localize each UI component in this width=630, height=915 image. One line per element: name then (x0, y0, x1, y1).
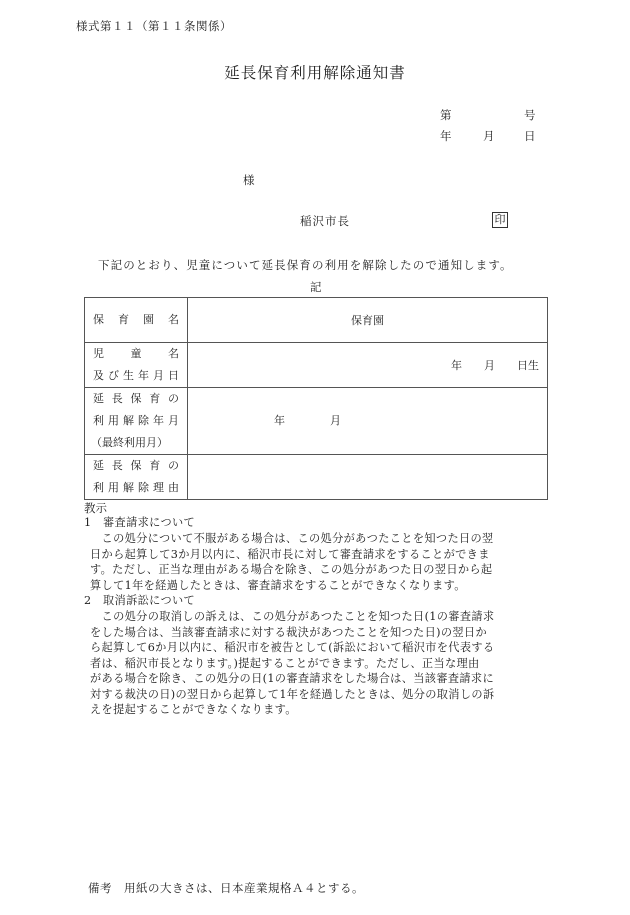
text-line: 者は、稲沢市長となります。)提起することができます。ただし、正当な理由 (90, 656, 480, 670)
label-cancel-month: 延長保育の 利用解除年月 （最終利用月） (85, 388, 188, 455)
date-year: 年 (440, 129, 452, 143)
text-line: 対する裁決の日)の翌日から起算して1年を経過したときは、処分の取消しの訴 (90, 687, 495, 701)
section-1-text (90, 531, 494, 593)
text-line: がある場合を除き、この処分の日(1の審査請求をした場合は、当該審査請求に (90, 672, 495, 685)
birth-date-field: 年 月 日生 (188, 343, 548, 388)
text-line: えを提起することができなくなります。 (90, 703, 297, 716)
nursery-name-value: 保育園 (188, 298, 548, 343)
label-child-name: 児 童 名 及び生年月日 (85, 343, 188, 388)
section-2-text (90, 609, 494, 718)
date-month: 月 (483, 129, 495, 143)
cancel-year-unit: 年 (274, 414, 285, 427)
ki-heading: 記 (310, 280, 322, 294)
instruction-heading: 教示 (84, 501, 107, 515)
doc-number-prefix: 第 (440, 108, 452, 122)
text-line: 日から起算して3か月以内に、稲沢市長に対して審査請求をすることができま (90, 547, 490, 561)
issuer-name: 稲沢市長 (300, 214, 350, 228)
form-number: 様式第１１（第１１条関係） (76, 19, 232, 33)
addressee-suffix: 様 (243, 173, 255, 187)
table-row (85, 388, 548, 455)
text-line: 算して1年を経過したときは、審査請求をすることができなくなります。 (90, 578, 466, 592)
table-row (85, 298, 548, 343)
text-line: をした場合は、当該審査請求に対する裁決があつたことを知つた日)の翌日か (90, 625, 487, 639)
doc-number-suffix: 号 (524, 108, 536, 122)
text-line: この処分の取消しの訴えは、この処分があつたことを知つた日(1の審査請求 (90, 610, 495, 623)
date-day: 日 (524, 129, 536, 143)
section-1-title: 1 審査請求について (84, 516, 196, 529)
label-cancel-reason: 延長保育の 利用解除理由 (85, 455, 188, 500)
text-line: す。ただし、正当な理由がある場合を除き、この処分があつた日の翌日から起 (90, 563, 493, 576)
cancel-month-unit: 月 (330, 414, 341, 427)
intro-text: 下記のとおり、児童について延長保育の利用を解除したので通知します。 (98, 258, 513, 272)
notice-table (84, 297, 548, 500)
document-title: 延長保育利用解除通知書 (224, 64, 406, 82)
section-2-title: 2 取消訴訟について (84, 594, 196, 607)
seal-mark: 印 (492, 212, 508, 228)
cancel-reason-field (188, 455, 548, 500)
label-nursery-name: 保 育 園 名 (85, 298, 188, 343)
text-line: この処分について不服がある場合は、この処分があつたことを知つた日の翌 (90, 532, 494, 545)
text-line: ら起算して6か月以内に、稲沢市を被告として(訴訟において稲沢市を代表する (90, 641, 495, 654)
footnote: 備考 用紙の大きさは、日本産業規格Ａ４とする。 (88, 881, 364, 895)
table-row (85, 455, 548, 500)
cancel-month-field (188, 388, 548, 455)
table-row (85, 343, 548, 388)
